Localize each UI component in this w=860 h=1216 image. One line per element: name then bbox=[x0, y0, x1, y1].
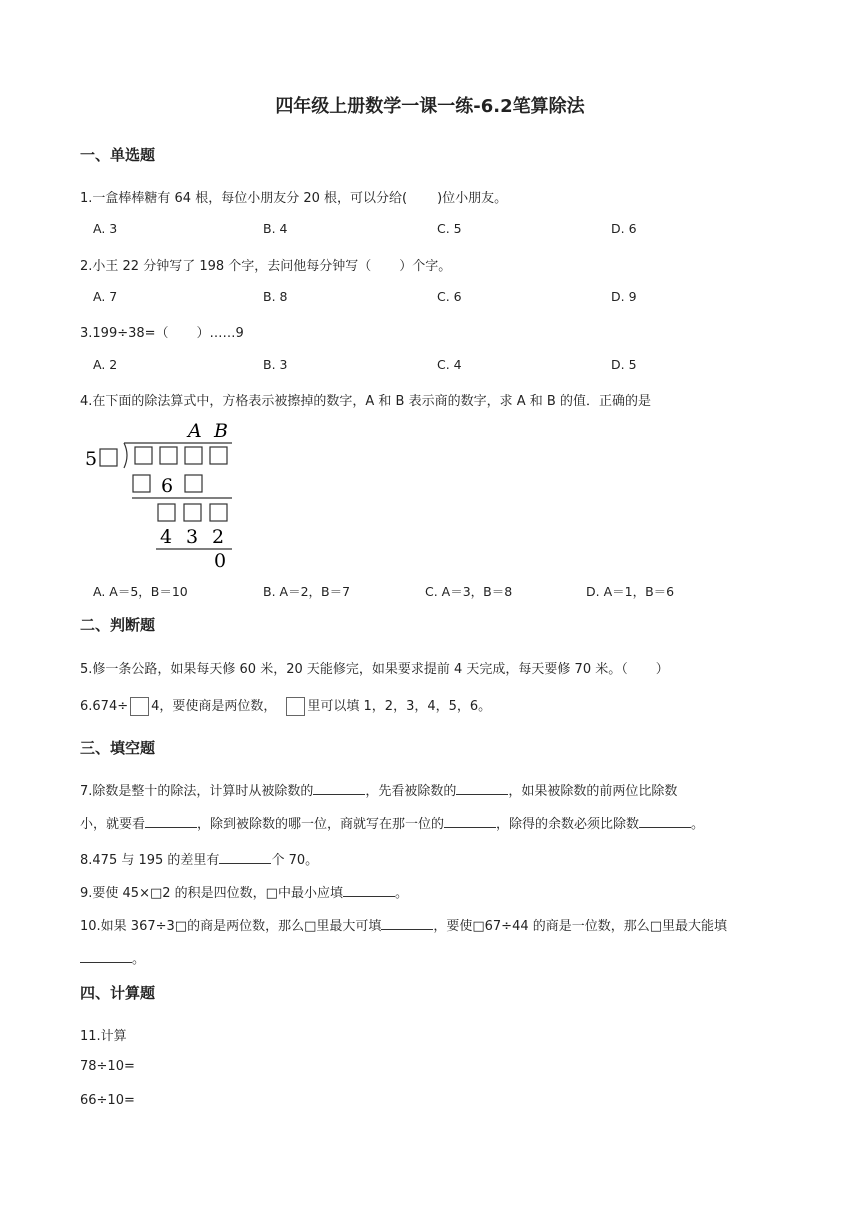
question-6 bbox=[80, 695, 491, 716]
question-text: ，除得的余数必须比除数 bbox=[496, 817, 640, 832]
calc-item: 66÷10= bbox=[80, 1093, 135, 1108]
question-10-line-1 bbox=[80, 915, 727, 934]
option-a[interactable]: A. 2 bbox=[93, 357, 118, 372]
question-text: 10.如果 367÷3□的商是两位数，那么□里最大可填 bbox=[80, 919, 382, 934]
question-text: 。 bbox=[691, 817, 705, 832]
erased-digit-box bbox=[185, 475, 202, 492]
question-2 bbox=[80, 255, 451, 274]
remainder: 0 bbox=[214, 550, 227, 570]
section-heading-calculation: 四、计算题 bbox=[80, 984, 156, 1002]
question-text: 1.一盒棒棒糖有 64 根，每位小朋友分 20 根，可以分给( bbox=[80, 191, 408, 206]
answer-blank[interactable] bbox=[313, 782, 365, 795]
question-3 bbox=[80, 322, 244, 341]
question-text: 9.要使 45×□2 的积是四位数，□中最小应填 bbox=[80, 886, 343, 901]
question-text: 8.475 与 195 的差里有 bbox=[80, 853, 220, 868]
question-text: 5.修一条公路，如果每天修 60 米，20 天能修完，如果要求提前 4 天完成，每天要修 70 米。（ bbox=[80, 662, 628, 677]
row4-digit: 3 bbox=[186, 526, 199, 548]
question-text: 。 bbox=[394, 886, 408, 901]
question-text: ，先看被除数的 bbox=[365, 784, 457, 799]
erased-digit-box bbox=[135, 447, 152, 464]
question-8 bbox=[80, 849, 318, 868]
question-text: 2.小王 22 分钟写了 198 个字，去问他每分钟写（ bbox=[80, 259, 372, 274]
question-text: 小，就要看 bbox=[80, 817, 146, 832]
answer-blank[interactable] bbox=[80, 950, 132, 963]
answer-blank[interactable] bbox=[219, 851, 271, 864]
question-7-line-1 bbox=[80, 780, 677, 799]
option-d[interactable]: D. 5 bbox=[611, 357, 637, 372]
question-text: ）……9 bbox=[196, 326, 244, 341]
option-b[interactable]: B. 3 bbox=[263, 357, 288, 372]
row4-digit: 4 bbox=[160, 526, 173, 548]
erased-digit-box bbox=[100, 449, 117, 466]
question-text: ） bbox=[655, 662, 669, 677]
erased-digit-box bbox=[133, 475, 150, 492]
option-d[interactable]: D. A＝1，B＝6 bbox=[586, 584, 675, 599]
answer-blank[interactable] bbox=[145, 815, 197, 828]
question-1 bbox=[80, 187, 507, 206]
erased-digit-box bbox=[210, 447, 227, 464]
long-division-figure bbox=[80, 418, 240, 570]
option-c[interactable]: C. A＝3，B＝8 bbox=[425, 584, 513, 599]
answer-blank[interactable] bbox=[456, 782, 508, 795]
quotient-a: A bbox=[188, 420, 202, 442]
question-10-line-2 bbox=[80, 948, 145, 967]
option-a[interactable]: A. A＝5，B＝10 bbox=[93, 584, 188, 599]
option-a[interactable]: A. 7 bbox=[93, 289, 118, 304]
option-d[interactable]: D. 9 bbox=[611, 289, 637, 304]
question-text: 3.199÷38=（ bbox=[80, 326, 169, 341]
question-text: )位小朋友。 bbox=[437, 191, 508, 206]
answer-blank[interactable] bbox=[444, 815, 496, 828]
question-5 bbox=[80, 658, 669, 677]
calc-item: 78÷10= bbox=[80, 1059, 135, 1074]
erased-digit-box bbox=[185, 447, 202, 464]
question-text: ，要使□67÷44 的商是一位数，那么□里最大能填 bbox=[433, 919, 728, 934]
question-text: 。 bbox=[132, 952, 146, 967]
question-11-title: 11.计算 bbox=[80, 1029, 127, 1044]
answer-blank[interactable] bbox=[343, 884, 395, 897]
question-text: 6.674÷ bbox=[80, 699, 129, 714]
section-heading-fill-in: 三、填空题 bbox=[80, 739, 156, 757]
question-text: ，如果被除数的前两位比除数 bbox=[508, 784, 678, 799]
question-text: 里可以填 1，2，3，4，5，6。 bbox=[307, 699, 492, 714]
question-4: 4.在下面的除法算式中，方格表示被擦掉的数字，A 和 B 表示商的数字，求 A 和 B 的值．正确的是 bbox=[80, 394, 651, 409]
erased-digit-box bbox=[184, 504, 201, 521]
divisor-digit: 5 bbox=[85, 448, 98, 470]
option-b[interactable]: B. 4 bbox=[263, 221, 288, 236]
blank-box bbox=[286, 697, 305, 716]
option-a[interactable]: A. 3 bbox=[93, 221, 118, 236]
question-text: 7.除数是整十的除法，计算时从被除数的 bbox=[80, 784, 314, 799]
question-text: ，除到被除数的哪一位，商就写在那一位的 bbox=[197, 817, 445, 832]
option-c[interactable]: C. 6 bbox=[437, 289, 462, 304]
answer-blank[interactable] bbox=[639, 815, 691, 828]
option-b[interactable]: B. 8 bbox=[263, 289, 288, 304]
quotient-b: B bbox=[214, 420, 228, 442]
row4-digit: 2 bbox=[212, 526, 225, 548]
question-text: 4，要使商是两位数， bbox=[151, 699, 277, 714]
option-c[interactable]: C. 5 bbox=[437, 221, 462, 236]
page-title: 四年级上册数学一课一练-6.2笔算除法 bbox=[275, 96, 585, 117]
answer-blank[interactable] bbox=[381, 917, 433, 930]
option-b[interactable]: B. A＝2，B＝7 bbox=[263, 584, 351, 599]
question-7-line-2 bbox=[80, 813, 704, 832]
question-text: ）个字。 bbox=[399, 259, 452, 274]
section-heading-single-choice: 一、单选题 bbox=[80, 146, 156, 164]
erased-digit-box bbox=[158, 504, 175, 521]
question-9 bbox=[80, 882, 408, 901]
section-heading-true-false: 二、判断题 bbox=[80, 616, 156, 634]
option-c[interactable]: C. 4 bbox=[437, 357, 462, 372]
erased-digit-box bbox=[210, 504, 227, 521]
row2-digit: 6 bbox=[161, 475, 174, 497]
question-text: 个 70。 bbox=[271, 853, 319, 868]
option-d[interactable]: D. 6 bbox=[611, 221, 637, 236]
erased-digit-box bbox=[160, 447, 177, 464]
blank-box bbox=[130, 697, 149, 716]
